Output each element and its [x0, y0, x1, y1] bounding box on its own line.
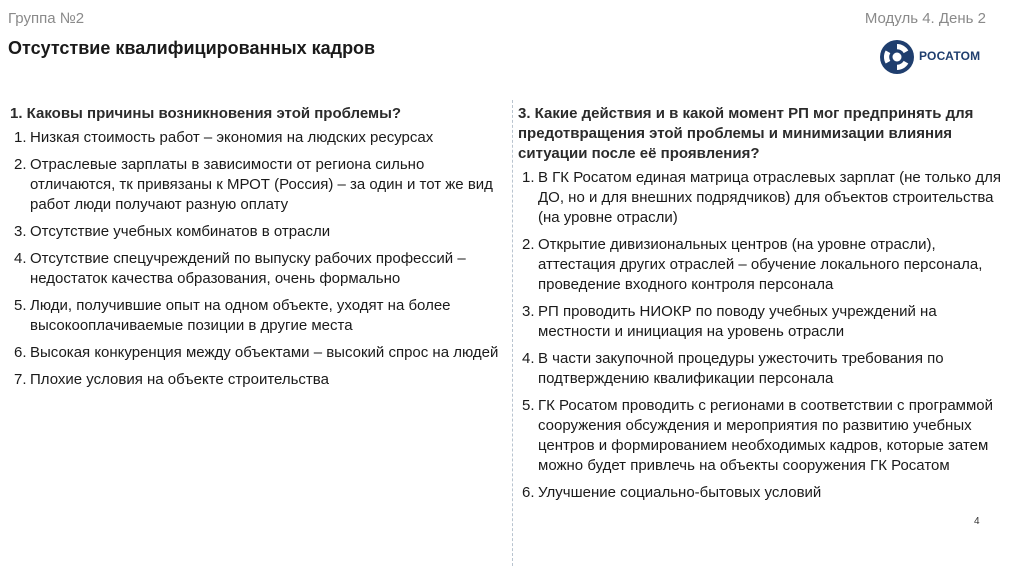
module-label: Модуль 4. День 2: [864, 10, 986, 27]
causes-heading: 1. Каковы причины возникновения этой проблемы?: [10, 105, 402, 122]
item-number: 3.: [522, 303, 535, 320]
column-divider: [512, 100, 513, 566]
item-number: 6.: [14, 344, 27, 361]
item-text: Отраслевые зарплаты в зависимости от региона сильно отличаются, тк привязаны к МРОТ (Россия) – за один и тот же вид работ люди получают разную оплату: [30, 156, 493, 213]
causes-column: [10, 104, 500, 397]
list-item: [10, 128, 500, 148]
item-text: Улучшение социально-бытовых условий: [538, 484, 822, 501]
item-text: Открытие дивизиональных центров (на уровне отрасли), аттестация других отраслей – обучение локального персонала, проведение входного контроля персонала: [538, 236, 983, 293]
item-text: Люди, получившие опыт на одном объекте, уходят на более высокооплачиваемые позиции в другие места: [30, 297, 451, 334]
rosatom-logo-icon: [879, 39, 915, 75]
slide-title: Отсутствие квалифицированных кадров: [8, 38, 376, 58]
rosatom-logo: [879, 39, 989, 75]
causes-list: [10, 128, 500, 390]
item-number: 4.: [14, 250, 27, 267]
list-item: [518, 483, 1008, 503]
item-text: В ГК Росатом единая матрица отраслевых зарплат (не только для ДО, но и для внешних подрядчиков) для объектов строительства (на уровне отрасли): [538, 169, 1002, 226]
list-item: [10, 155, 500, 215]
item-number: 5.: [522, 397, 535, 414]
item-number: 7.: [14, 371, 27, 388]
item-number: 6.: [522, 484, 535, 501]
list-item: [518, 349, 1008, 389]
item-text: ГК Росатом проводить с регионами в соответствии с программой сооружения обсуждения и мероприятия по развитию учебных центров и формированием необходимых кадров, которые затем можно будет привлечь на объекты сооружения ГК Росатом: [538, 397, 994, 474]
item-number: 1.: [522, 169, 535, 186]
group-label: Группа №2: [8, 10, 85, 27]
list-item: [10, 370, 500, 390]
item-number: 4.: [522, 350, 535, 367]
list-item: [518, 168, 1008, 228]
logo-text: РОСАТОМ: [919, 49, 981, 63]
item-number: 1.: [14, 129, 27, 146]
item-text: Высокая конкуренция между объектами – высокий спрос на людей: [30, 344, 499, 361]
item-number: 5.: [14, 297, 27, 314]
actions-heading: 3. Какие действия и в какой момент РП мог предпринять для предотвращения этой проблемы и минимизации влияния ситуации после её проявления?: [518, 105, 974, 162]
list-item: [518, 235, 1008, 295]
actions-list: [518, 168, 1008, 503]
item-text: Отсутствие учебных комбинатов в отрасли: [30, 223, 331, 240]
list-item: [10, 249, 500, 289]
page-number: 4: [974, 516, 980, 527]
list-item: [10, 343, 500, 363]
item-text: Плохие условия на объекте строительства: [30, 371, 329, 388]
item-number: 2.: [14, 156, 27, 173]
list-item: [10, 222, 500, 242]
item-text: Низкая стоимость работ – экономия на людских ресурсах: [30, 129, 434, 146]
item-text: РП проводить НИОКР по поводу учебных учреждений на местности и инициация на уровень отрасли: [538, 303, 937, 340]
actions-column: [518, 104, 1008, 510]
list-item: [518, 302, 1008, 342]
list-item: [10, 296, 500, 336]
item-text: В части закупочной процедуры ужесточить требования по подтверждению квалификации персонала: [538, 350, 944, 387]
item-number: 2.: [522, 236, 535, 253]
item-number: 3.: [14, 223, 27, 240]
list-item: [518, 396, 1008, 476]
item-text: Отсутствие спецучреждений по выпуску рабочих профессий – недостаток качества образования, очень формально: [30, 250, 466, 287]
